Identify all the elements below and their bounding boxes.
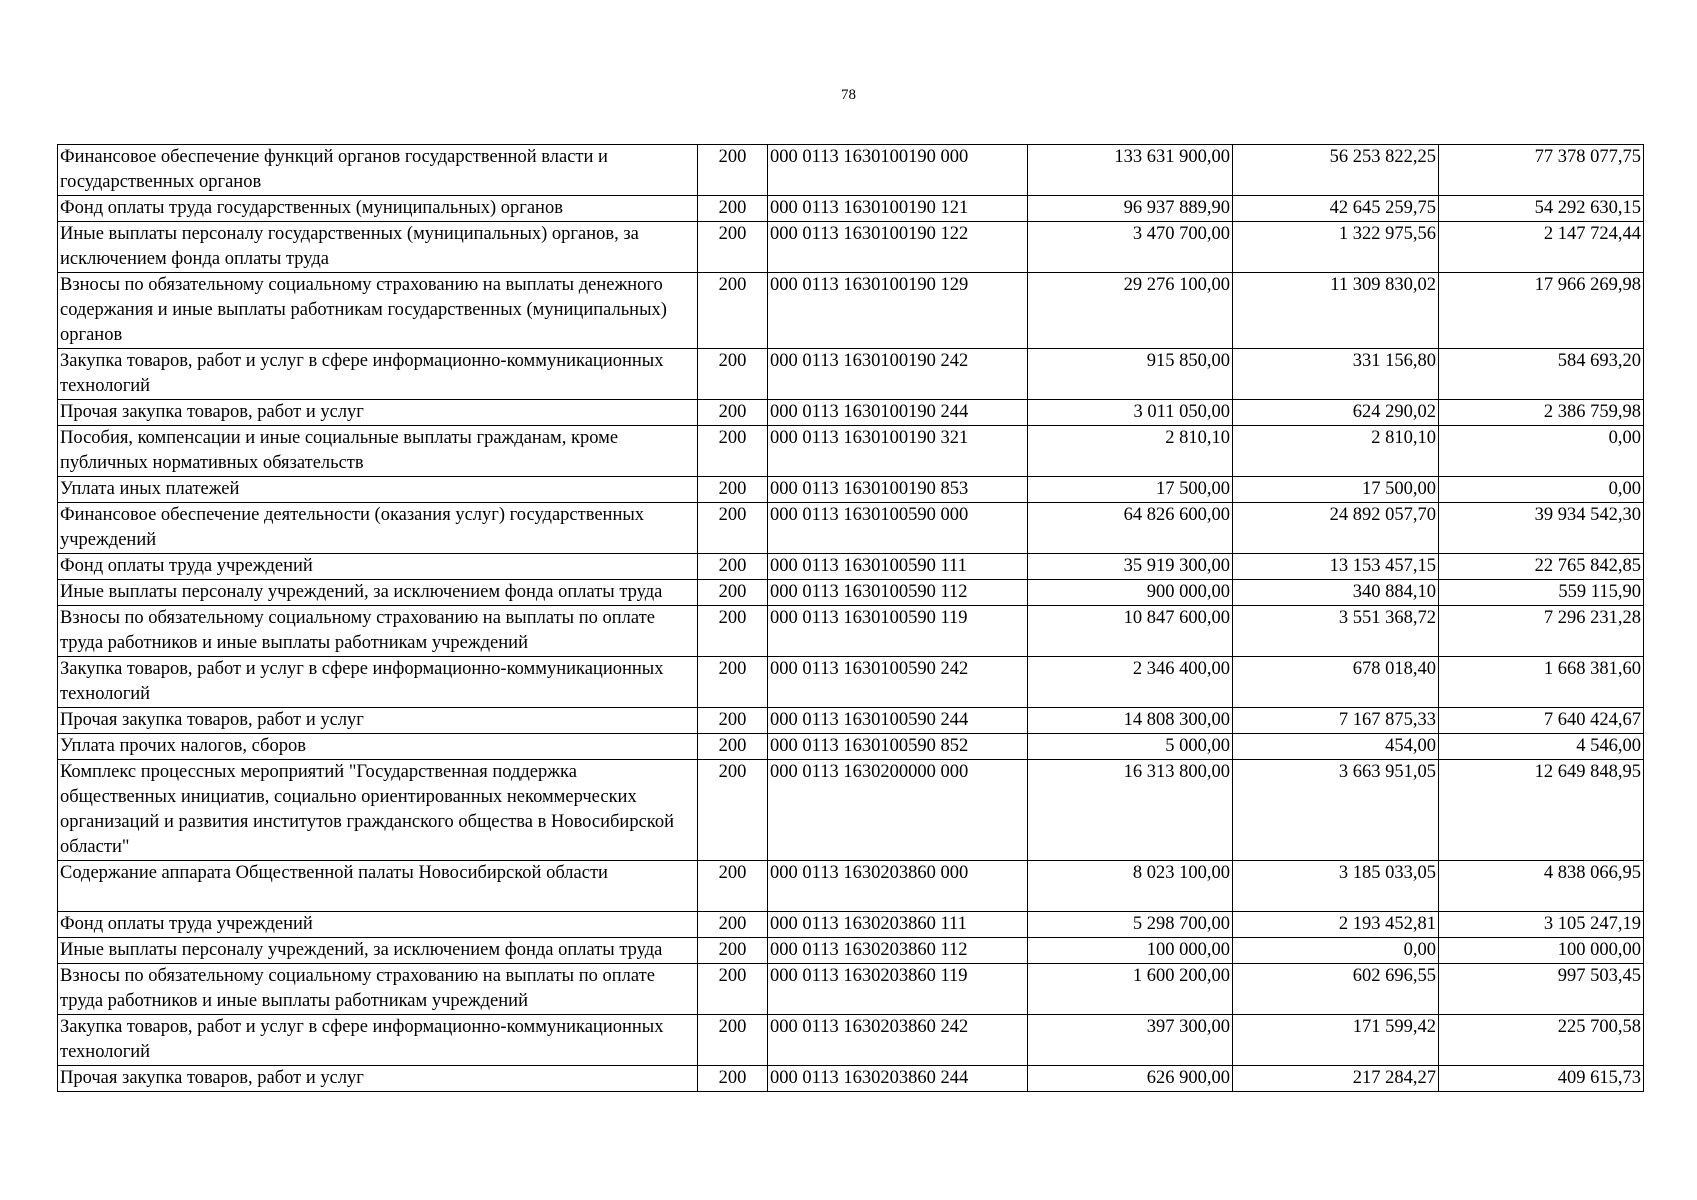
row-name-cell: Уплата иных платежей: [58, 477, 698, 503]
row-executed-cell: 2 810,10: [1233, 426, 1439, 477]
row-name-cell: Фонд оплаты труда учреждений: [58, 912, 698, 938]
row-code-cell: 200: [698, 861, 768, 912]
table-row: [58, 861, 1644, 912]
table-row: [58, 273, 1644, 349]
row-kbk-cell: 000 0113 1630100190 244: [768, 400, 1028, 426]
table-row: [58, 938, 1644, 964]
row-kbk-cell: 000 0113 1630100590 852: [768, 734, 1028, 760]
table-row: [58, 426, 1644, 477]
row-kbk-cell: 000 0113 1630200000 000: [768, 760, 1028, 861]
row-code-cell: 200: [698, 400, 768, 426]
row-name-cell: Фонд оплаты труда учреждений: [58, 554, 698, 580]
row-executed-cell: 171 599,42: [1233, 1015, 1439, 1066]
row-executed-cell: 3 185 033,05: [1233, 861, 1439, 912]
row-executed-cell: 454,00: [1233, 734, 1439, 760]
row-approved-cell: 1 600 200,00: [1028, 964, 1233, 1015]
table-row: [58, 554, 1644, 580]
row-code-cell: 200: [698, 477, 768, 503]
row-executed-cell: 1 322 975,56: [1233, 222, 1439, 273]
row-unexecuted-cell: 409 615,73: [1439, 1066, 1644, 1092]
row-name-cell: Прочая закупка товаров, работ и услуг: [58, 708, 698, 734]
table-row: [58, 708, 1644, 734]
row-name-cell: Иные выплаты персоналу учреждений, за исключением фонда оплаты труда: [58, 938, 698, 964]
row-name-cell: Финансовое обеспечение деятельности (оказания услуг) государственных учреждений: [58, 503, 698, 554]
row-kbk-cell: 000 0113 1630100190 129: [768, 273, 1028, 349]
row-code-cell: 200: [698, 912, 768, 938]
row-kbk-cell: 000 0113 1630203860 119: [768, 964, 1028, 1015]
row-code-cell: 200: [698, 708, 768, 734]
row-kbk-cell: 000 0113 1630100190 122: [768, 222, 1028, 273]
row-unexecuted-cell: 100 000,00: [1439, 938, 1644, 964]
row-approved-cell: 100 000,00: [1028, 938, 1233, 964]
row-name-cell: Прочая закупка товаров, работ и услуг: [58, 1066, 698, 1092]
row-executed-cell: 11 309 830,02: [1233, 273, 1439, 349]
row-name-cell: Закупка товаров, работ и услуг в сфере информационно-коммуникационных технологий: [58, 1015, 698, 1066]
row-code-cell: 200: [698, 1015, 768, 1066]
row-code-cell: 200: [698, 1066, 768, 1092]
row-executed-cell: 56 253 822,25: [1233, 145, 1439, 196]
row-kbk-cell: 000 0113 1630100590 244: [768, 708, 1028, 734]
row-name-cell: Взносы по обязательному социальному страхованию на выплаты денежного содержания и иные выплаты работникам государственных (муниципальных) органов: [58, 273, 698, 349]
row-name-cell: Иные выплаты персоналу государственных (муниципальных) органов, за исключением фонда оплаты труда: [58, 222, 698, 273]
row-approved-cell: 5 000,00: [1028, 734, 1233, 760]
table-body: [58, 145, 1644, 1092]
row-executed-cell: 3 663 951,05: [1233, 760, 1439, 861]
row-approved-cell: 10 847 600,00: [1028, 606, 1233, 657]
row-code-cell: 200: [698, 503, 768, 554]
row-executed-cell: 340 884,10: [1233, 580, 1439, 606]
table-row: [58, 400, 1644, 426]
page-number: 78: [841, 87, 856, 103]
row-name-cell: Содержание аппарата Общественной палаты Новосибирской области: [58, 861, 698, 912]
row-kbk-cell: 000 0113 1630100190 321: [768, 426, 1028, 477]
row-code-cell: 200: [698, 964, 768, 1015]
row-name-cell: Иные выплаты персоналу учреждений, за исключением фонда оплаты труда: [58, 580, 698, 606]
table-row: [58, 349, 1644, 400]
table-row: [58, 222, 1644, 273]
row-kbk-cell: 000 0113 1630203860 244: [768, 1066, 1028, 1092]
row-approved-cell: 8 023 100,00: [1028, 861, 1233, 912]
row-executed-cell: 602 696,55: [1233, 964, 1439, 1015]
table-row: [58, 734, 1644, 760]
row-unexecuted-cell: 3 105 247,19: [1439, 912, 1644, 938]
row-approved-cell: 626 900,00: [1028, 1066, 1233, 1092]
row-code-cell: 200: [698, 222, 768, 273]
row-code-cell: 200: [698, 580, 768, 606]
row-kbk-cell: 000 0113 1630203860 111: [768, 912, 1028, 938]
row-unexecuted-cell: 584 693,20: [1439, 349, 1644, 400]
row-unexecuted-cell: 1 668 381,60: [1439, 657, 1644, 708]
row-approved-cell: 96 937 889,90: [1028, 196, 1233, 222]
table-row: [58, 1015, 1644, 1066]
row-unexecuted-cell: 17 966 269,98: [1439, 273, 1644, 349]
row-name-cell: Прочая закупка товаров, работ и услуг: [58, 400, 698, 426]
row-unexecuted-cell: 559 115,90: [1439, 580, 1644, 606]
row-approved-cell: 2 810,10: [1028, 426, 1233, 477]
row-executed-cell: 0,00: [1233, 938, 1439, 964]
row-name-cell: Закупка товаров, работ и услуг в сфере информационно-коммуникационных технологий: [58, 657, 698, 708]
row-kbk-cell: 000 0113 1630100590 242: [768, 657, 1028, 708]
row-name-cell: Пособия, компенсации и иные социальные выплаты гражданам, кроме публичных нормативных обязательств: [58, 426, 698, 477]
row-executed-cell: 624 290,02: [1233, 400, 1439, 426]
row-executed-cell: 331 156,80: [1233, 349, 1439, 400]
row-code-cell: 200: [698, 760, 768, 861]
row-name-cell: Фонд оплаты труда государственных (муниципальных) органов: [58, 196, 698, 222]
row-executed-cell: 24 892 057,70: [1233, 503, 1439, 554]
row-approved-cell: 64 826 600,00: [1028, 503, 1233, 554]
row-unexecuted-cell: 4 838 066,95: [1439, 861, 1644, 912]
row-kbk-cell: 000 0113 1630100590 000: [768, 503, 1028, 554]
row-code-cell: 200: [698, 606, 768, 657]
row-approved-cell: 29 276 100,00: [1028, 273, 1233, 349]
row-unexecuted-cell: 997 503,45: [1439, 964, 1644, 1015]
table-row: [58, 145, 1644, 196]
row-name-cell: Комплекс процессных мероприятий "Государственная поддержка общественных инициатив, социально ориентированных некоммерческих организаций и развития институтов гражданского общества в Новосибирской области": [58, 760, 698, 861]
row-kbk-cell: 000 0113 1630100590 111: [768, 554, 1028, 580]
table-row: [58, 477, 1644, 503]
row-unexecuted-cell: 12 649 848,95: [1439, 760, 1644, 861]
row-kbk-cell: 000 0113 1630100190 000: [768, 145, 1028, 196]
row-executed-cell: 3 551 368,72: [1233, 606, 1439, 657]
row-unexecuted-cell: 77 378 077,75: [1439, 145, 1644, 196]
row-approved-cell: 2 346 400,00: [1028, 657, 1233, 708]
row-kbk-cell: 000 0113 1630203860 112: [768, 938, 1028, 964]
table-row: [58, 606, 1644, 657]
row-approved-cell: 3 470 700,00: [1028, 222, 1233, 273]
row-approved-cell: 915 850,00: [1028, 349, 1233, 400]
table-row: [58, 964, 1644, 1015]
row-code-cell: 200: [698, 196, 768, 222]
row-kbk-cell: 000 0113 1630100190 853: [768, 477, 1028, 503]
row-unexecuted-cell: 4 546,00: [1439, 734, 1644, 760]
row-approved-cell: 133 631 900,00: [1028, 145, 1233, 196]
row-unexecuted-cell: 54 292 630,15: [1439, 196, 1644, 222]
row-name-cell: Взносы по обязательному социальному страхованию на выплаты по оплате труда работников и иные выплаты работникам учреждений: [58, 606, 698, 657]
row-code-cell: 200: [698, 273, 768, 349]
table-row: [58, 580, 1644, 606]
table-row: [58, 1066, 1644, 1092]
table-row: [58, 503, 1644, 554]
row-approved-cell: 14 808 300,00: [1028, 708, 1233, 734]
row-approved-cell: 397 300,00: [1028, 1015, 1233, 1066]
row-code-cell: 200: [698, 734, 768, 760]
row-code-cell: 200: [698, 349, 768, 400]
row-executed-cell: 7 167 875,33: [1233, 708, 1439, 734]
row-executed-cell: 217 284,27: [1233, 1066, 1439, 1092]
row-code-cell: 200: [698, 426, 768, 477]
row-code-cell: 200: [698, 657, 768, 708]
row-approved-cell: 16 313 800,00: [1028, 760, 1233, 861]
table-row: [58, 912, 1644, 938]
row-kbk-cell: 000 0113 1630100590 112: [768, 580, 1028, 606]
row-unexecuted-cell: 7 296 231,28: [1439, 606, 1644, 657]
row-unexecuted-cell: 2 147 724,44: [1439, 222, 1644, 273]
row-unexecuted-cell: 7 640 424,67: [1439, 708, 1644, 734]
expenditure-table: [57, 144, 1644, 1092]
row-unexecuted-cell: 0,00: [1439, 477, 1644, 503]
row-code-cell: 200: [698, 145, 768, 196]
row-unexecuted-cell: 225 700,58: [1439, 1015, 1644, 1066]
row-approved-cell: 3 011 050,00: [1028, 400, 1233, 426]
row-unexecuted-cell: 39 934 542,30: [1439, 503, 1644, 554]
row-name-cell: Взносы по обязательному социальному страхованию на выплаты по оплате труда работников и иные выплаты работникам учреждений: [58, 964, 698, 1015]
row-approved-cell: 900 000,00: [1028, 580, 1233, 606]
row-code-cell: 200: [698, 554, 768, 580]
row-executed-cell: 678 018,40: [1233, 657, 1439, 708]
row-name-cell: Финансовое обеспечение функций органов государственной власти и государственных органов: [58, 145, 698, 196]
row-executed-cell: 13 153 457,15: [1233, 554, 1439, 580]
table-row: [58, 196, 1644, 222]
row-name-cell: Уплата прочих налогов, сборов: [58, 734, 698, 760]
row-executed-cell: 42 645 259,75: [1233, 196, 1439, 222]
row-unexecuted-cell: 0,00: [1439, 426, 1644, 477]
row-approved-cell: 17 500,00: [1028, 477, 1233, 503]
table-row: [58, 760, 1644, 861]
row-approved-cell: 5 298 700,00: [1028, 912, 1233, 938]
row-unexecuted-cell: 22 765 842,85: [1439, 554, 1644, 580]
row-kbk-cell: 000 0113 1630203860 242: [768, 1015, 1028, 1066]
row-kbk-cell: 000 0113 1630203860 000: [768, 861, 1028, 912]
row-kbk-cell: 000 0113 1630100190 121: [768, 196, 1028, 222]
row-executed-cell: 17 500,00: [1233, 477, 1439, 503]
row-approved-cell: 35 919 300,00: [1028, 554, 1233, 580]
row-unexecuted-cell: 2 386 759,98: [1439, 400, 1644, 426]
row-code-cell: 200: [698, 938, 768, 964]
row-kbk-cell: 000 0113 1630100590 119: [768, 606, 1028, 657]
row-name-cell: Закупка товаров, работ и услуг в сфере информационно-коммуникационных технологий: [58, 349, 698, 400]
row-executed-cell: 2 193 452,81: [1233, 912, 1439, 938]
row-kbk-cell: 000 0113 1630100190 242: [768, 349, 1028, 400]
table-row: [58, 657, 1644, 708]
